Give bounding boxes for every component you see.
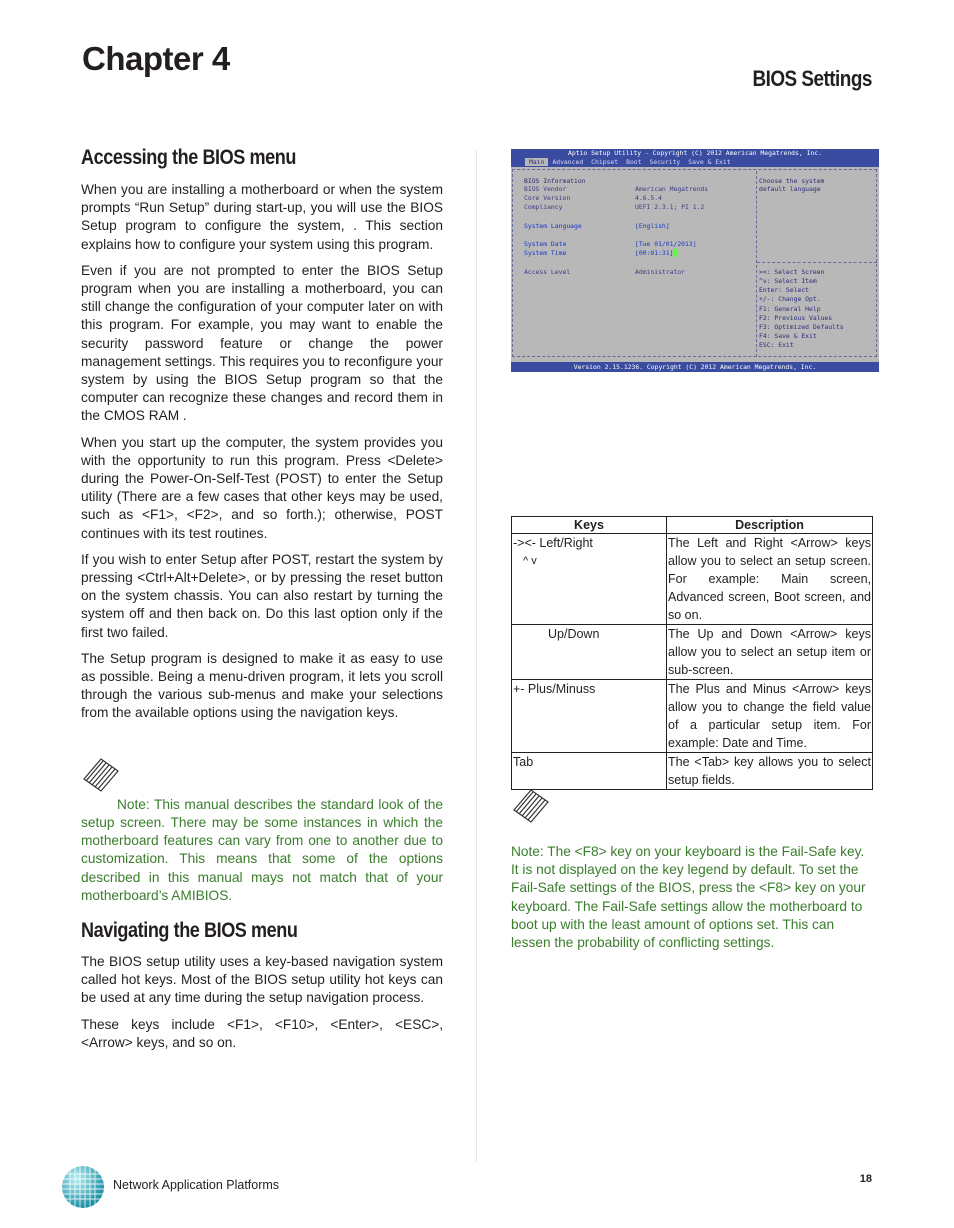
bios-row-label: System Language (524, 222, 582, 230)
table-cell-description: The <Tab> key allows you to select setup fields. (667, 753, 873, 790)
bios-menu-advanced: Advanced (552, 158, 584, 166)
left-column (81, 146, 443, 1052)
bios-cursor (673, 249, 677, 257)
paragraph: The Setup program is designed to make it as easy to use as possible. Being a menu-driven program, it lets you scroll through the various sub-menus and make your selections from the available options using the navigation keys. (81, 650, 443, 721)
paragraph: Even if you are not prompted to enter the BIOS Setup program when you are installing a motherboard, you can still change the configuration of your computer later on with this program. For example, you may want to enable the security password feature or change the power management settings. This requires you to reconfigure your system by using the BIOS Setup program so that the computer can recognize these changes and record them in the CMOS RAM . (81, 262, 443, 424)
bios-help-key: F3: Optimized Defaults (759, 323, 844, 331)
bios-row-value: UEFI 2.3.1; PI 1.2 (635, 203, 705, 211)
bios-row-value (635, 249, 677, 257)
bios-footer-bar: Version 2.15.1236. Copyright (C) 2012 American Megatrends, Inc. (511, 362, 879, 372)
right-note-text: Note: The <F8> key on your keyboard is the Fail-Safe key. It is not displayed on the key legend by default. To set the Fail-Safe settings of the BIOS, press the <F8> key on your keyboard. The Fail-Safe settings allow the motherboard to boot up with the least amount of options set. This can lessen the probability of conflicting settings. (511, 844, 866, 951)
table-cell-key (512, 625, 667, 680)
bios-divider (756, 171, 757, 357)
bios-row-value: Administrator (635, 268, 686, 276)
key-label: -><- Left/Right (513, 536, 593, 550)
table-header-keys: Keys (512, 517, 667, 534)
bios-setup-screenshot (511, 149, 879, 372)
bios-row-label: Core Version (524, 194, 571, 202)
bios-row-label: Access Level (524, 268, 571, 276)
paragraph: If you wish to enter Setup after POST, restart the system by pressing <Ctrl+Alt+Delete>, or by pressing the reset button on the system chassis. You can also restart by turning the system off and then back on. Do this last option only if the first two failed. (81, 551, 443, 640)
bios-body (511, 167, 879, 362)
page-number: 18 (859, 1173, 872, 1185)
bios-help-divider (757, 262, 877, 263)
bios-row-value: [English] (635, 222, 670, 230)
key-label: Up/Down (548, 627, 600, 641)
table-row (512, 534, 873, 625)
keys-table (511, 516, 873, 790)
bios-help-line: default language (759, 185, 821, 193)
paragraph: The BIOS setup utility uses a key-based navigation system called hot keys. Most of the BIOS setup utility hot keys can be used at any time during the setup navigation process. (81, 953, 443, 1006)
table-row (512, 753, 873, 790)
bios-row-value: 4.6.5.4 (635, 194, 662, 202)
left-note-text: Note: This manual describes the standard look of the setup screen. There may be some instances in which the motherboard features can vary from one to another due to customization. This means that some of the options described in this manual mays not match that of your motherboard’s AMIBIOS. (81, 796, 443, 903)
bios-time-value: [00:01:31] (635, 249, 674, 257)
bios-row-label: System Time (524, 249, 567, 257)
bios-help-key: +/-: Change Opt. (759, 295, 821, 303)
bios-help-key: F1: General Help (759, 305, 821, 313)
bios-row-label: BIOS Information (524, 177, 586, 185)
bios-help-key: Enter: Select (759, 286, 810, 294)
paragraph: These keys include <F1>, <F10>, <Enter>, <ESC>, <Arrow> keys, and so on. (81, 1016, 443, 1050)
bios-help-line: Choose the system (759, 177, 825, 185)
chapter-title: Chapter 4 (82, 40, 230, 77)
bios-title-bar: Aptio Setup Utility - Copyright (C) 2012 American Megatrends, Inc. (511, 149, 879, 158)
table-cell-description: The Plus and Minus <Arrow> keys allow you to change the field value of a particular setup item. For example: Date and Time. (667, 680, 873, 753)
column-divider (476, 150, 477, 1162)
paragraph: When you are installing a motherboard or when the system prompts “Run Setup” during start-up, you will use the BIOS Setup program to configure the system, . This section explains how to configure your system using this program. (81, 182, 443, 252)
bios-row-value: American Megatrends (635, 185, 709, 193)
footer-brand: Network Application Platforms (113, 1178, 280, 1192)
bios-menu-main: Main (525, 158, 548, 166)
key-arrows: ^ v (523, 555, 537, 567)
bios-help-key: F2: Previous Values (759, 314, 833, 322)
bios-menu-chipset: Chipset (591, 158, 619, 166)
section-title: BIOS Settings (752, 66, 872, 91)
table-row (512, 680, 873, 753)
table-cell-key (512, 534, 667, 625)
bios-help-key: ^v: Select Item (759, 277, 817, 285)
table-row (512, 625, 873, 680)
globe-logo-icon (60, 1164, 106, 1210)
bios-help-key: F4: Save & Exit (759, 332, 817, 340)
table-cell-key: +- Plus/Minuss (512, 680, 667, 753)
table-cell-description: The Left and Right <Arrow> keys allow you to select an setup screen. For example: Main screen, Advanced screen, Boot screen, and so on. (667, 534, 873, 625)
note-paper-icon (511, 786, 551, 824)
bios-menu-bar (511, 158, 879, 167)
bios-row-label: System Date (524, 240, 567, 248)
table-cell-key: Tab (512, 753, 667, 790)
bios-row-value: [Tue 01/01/2013] (635, 240, 697, 248)
heading-accessing-bios: Accessing the BIOS menu (81, 146, 296, 169)
bios-menu-security: Security (649, 158, 681, 166)
bios-menu-save-exit: Save & Exit (688, 158, 731, 166)
bios-help-key: ><: Select Screen (759, 268, 825, 276)
bios-row-label: Compliancy (524, 203, 563, 211)
paragraph: When you start up the computer, the system provides you with the opportunity to run this program. Press <Delete> during the Power-On-Self-Test (POST) to enter the Setup utility (There are a few cases that other keys may be used, such as <F1>, <F2>, and so forth.); otherwise, POST continues with its test routines. (81, 434, 443, 541)
bios-help-key: ESC: Exit (759, 341, 794, 349)
table-header-description: Description (667, 517, 873, 534)
table-cell-description: The Up and Down <Arrow> keys allow you to select an setup item or sub-screen. (667, 625, 873, 680)
bios-menu-boot: Boot (626, 158, 642, 166)
bios-row-label: BIOS Vendor (524, 185, 567, 193)
heading-navigating-bios: Navigating the BIOS menu (81, 918, 298, 942)
table-header-row (512, 517, 873, 534)
note-paper-icon (81, 755, 121, 793)
